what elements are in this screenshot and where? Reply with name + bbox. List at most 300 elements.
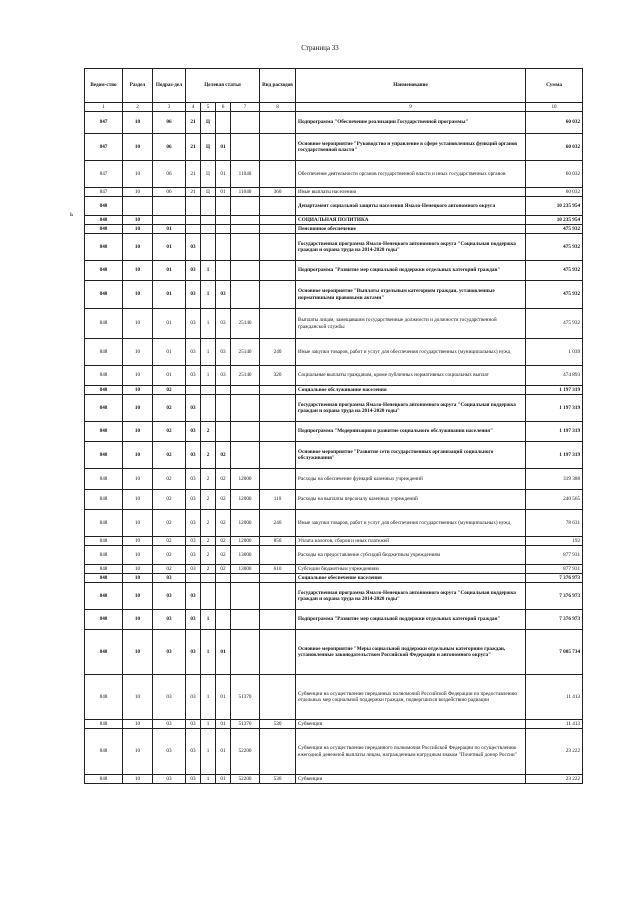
podrazdel-cell: 03 xyxy=(153,610,186,630)
vid-raskhodov-cell: 320 xyxy=(260,366,296,386)
subprogram-cell: 1 xyxy=(201,281,216,309)
direction-cell xyxy=(231,630,260,675)
podrazdel-cell: 02 xyxy=(153,565,186,574)
event-cell xyxy=(216,574,231,583)
index-row xyxy=(85,103,583,112)
summa-cell: 7 376 973 xyxy=(526,574,583,583)
event-cell: 02 xyxy=(216,565,231,574)
col-header-razdel: Раздел xyxy=(123,69,153,103)
razdel-cell: 10 xyxy=(123,720,153,729)
vedomstvo-cell: 848 xyxy=(85,490,123,510)
table-row xyxy=(85,197,583,216)
index-cell: 4 xyxy=(186,103,201,112)
program-cell: 03 xyxy=(186,366,201,386)
razdel-cell: 10 xyxy=(123,395,153,422)
naimenovanie-cell: Расходы на выплаты персоналу казенных учреждений xyxy=(296,490,526,510)
vedomstvo-cell: 848 xyxy=(85,197,123,216)
summa-cell: 7 376 973 xyxy=(526,583,583,610)
event-cell xyxy=(216,216,231,225)
razdel-cell: 10 xyxy=(123,775,153,784)
summa-cell: 1 197 319 xyxy=(526,386,583,395)
podrazdel-cell: 06 xyxy=(153,112,186,134)
event-cell xyxy=(216,261,231,281)
table-row xyxy=(85,469,583,490)
summa-cell: 60 032 xyxy=(526,134,583,161)
vid-raskhodov-cell xyxy=(260,395,296,422)
summa-cell: 1 039 xyxy=(526,339,583,366)
naimenovanie-cell: Выплаты лицам, замещавшим государственные должности и должности государственной гражданской службы xyxy=(296,309,526,339)
subprogram-cell: Ц xyxy=(201,134,216,161)
razdel-cell: 10 xyxy=(123,442,153,469)
table-row xyxy=(85,134,583,161)
col-header-vedomstvo: Ведом-ство xyxy=(85,69,123,103)
program-cell: 03 xyxy=(186,422,201,442)
direction-cell: 51370 xyxy=(231,675,260,720)
razdel-cell: 10 xyxy=(123,309,153,339)
naimenovanie-cell: Государственная программа Ямало-Ненецкого автономного округа "Социальная поддержка граждан и охрана труда на 2014-2020 годы" xyxy=(296,583,526,610)
vid-raskhodov-cell xyxy=(260,216,296,225)
summa-cell: 11 413 xyxy=(526,720,583,729)
vid-raskhodov-cell xyxy=(260,574,296,583)
table-row xyxy=(85,339,583,366)
podrazdel-cell: 01 xyxy=(153,366,186,386)
subprogram-cell xyxy=(201,234,216,261)
subprogram-cell: 2 xyxy=(201,490,216,510)
direction-cell xyxy=(231,261,260,281)
vid-raskhodov-cell xyxy=(260,386,296,395)
podrazdel-cell: 03 xyxy=(153,675,186,720)
subprogram-cell: 2 xyxy=(201,537,216,546)
summa-cell: 877 931 xyxy=(526,546,583,565)
naimenovanie-cell: Основное мероприятие "Выплаты отдельным категориям граждан, установленные нормативными правовыми актами" xyxy=(296,281,526,309)
program-cell: 03 xyxy=(186,510,201,537)
summa-cell: 319 388 xyxy=(526,469,583,490)
razdel-cell: 10 xyxy=(123,610,153,630)
vedomstvo-cell: 848 xyxy=(85,234,123,261)
direction-cell: 11040 xyxy=(231,161,260,188)
program-cell: 03 xyxy=(186,675,201,720)
table-row xyxy=(85,442,583,469)
vedomstvo-cell: 848 xyxy=(85,225,123,234)
subprogram-cell: 1 xyxy=(201,261,216,281)
header-row xyxy=(85,69,583,103)
margin-mark: ь xyxy=(70,210,74,218)
vedomstvo-cell: 848 xyxy=(85,583,123,610)
summa-cell: 475 932 xyxy=(526,225,583,234)
naimenovanie-cell: Субвенции на осуществление переданных полномочий Российской Федерации по предоставлению отдельных мер социальной поддержки граждан, подвергшихся воздействию радиации xyxy=(296,675,526,720)
program-cell: 03 xyxy=(186,261,201,281)
direction-cell xyxy=(231,225,260,234)
vid-raskhodov-cell: 850 xyxy=(260,537,296,546)
summa-cell: 475 932 xyxy=(526,261,583,281)
subprogram-cell: Ц xyxy=(201,161,216,188)
summa-cell: 78 631 xyxy=(526,510,583,537)
podrazdel-cell: 02 xyxy=(153,395,186,422)
podrazdel-cell: 02 xyxy=(153,422,186,442)
summa-cell: 7 005 734 xyxy=(526,630,583,675)
budget-table xyxy=(84,68,583,784)
index-cell: 8 xyxy=(260,103,296,112)
razdel-cell: 10 xyxy=(123,422,153,442)
vedomstvo-cell: 848 xyxy=(85,422,123,442)
summa-cell: 474 893 xyxy=(526,366,583,386)
vedomstvo-cell: 848 xyxy=(85,216,123,225)
razdel-cell: 10 xyxy=(123,565,153,574)
vid-raskhodov-cell: 240 xyxy=(260,510,296,537)
summa-cell: 60 032 xyxy=(526,112,583,134)
razdel-cell: 10 xyxy=(123,225,153,234)
direction-cell xyxy=(231,234,260,261)
podrazdel-cell: 02 xyxy=(153,490,186,510)
subprogram-cell: 1 xyxy=(201,630,216,675)
vedomstvo-cell: 848 xyxy=(85,386,123,395)
vid-raskhodov-cell xyxy=(260,610,296,630)
vedomstvo-cell: 848 xyxy=(85,565,123,574)
naimenovanie-cell: Основное мероприятие "Руководство и управление в сфере установленных функций органов государственной власти" xyxy=(296,134,526,161)
naimenovanie-cell: Социальное обслуживание населения xyxy=(296,386,526,395)
event-cell xyxy=(216,225,231,234)
naimenovanie-cell: Социальное обеспечение населения xyxy=(296,574,526,583)
event-cell: 01 xyxy=(216,775,231,784)
subprogram-cell xyxy=(201,216,216,225)
event-cell: 02 xyxy=(216,546,231,565)
subprogram-cell xyxy=(201,197,216,216)
table-row xyxy=(85,216,583,225)
index-cell: 7 xyxy=(231,103,260,112)
direction-cell: 12000 xyxy=(231,537,260,546)
vid-raskhodov-cell: 610 xyxy=(260,565,296,574)
direction-cell xyxy=(231,197,260,216)
razdel-cell: 10 xyxy=(123,261,153,281)
direction-cell: 25140 xyxy=(231,339,260,366)
summa-cell: 1 197 319 xyxy=(526,422,583,442)
program-cell: 03 xyxy=(186,395,201,422)
vedomstvo-cell: 848 xyxy=(85,309,123,339)
summa-cell: 23 222 xyxy=(526,729,583,775)
subprogram-cell xyxy=(201,225,216,234)
table-row xyxy=(85,112,583,134)
program-cell: 03 xyxy=(186,469,201,490)
program-cell xyxy=(186,197,201,216)
summa-cell: 11 413 xyxy=(526,675,583,720)
podrazdel-cell: 01 xyxy=(153,225,186,234)
summa-cell: 240 565 xyxy=(526,490,583,510)
naimenovanie-cell: Департамент социальной защиты населения Ямало-Ненецкого автономного округа xyxy=(296,197,526,216)
razdel-cell: 10 xyxy=(123,339,153,366)
naimenovanie-cell: Субвенции xyxy=(296,720,526,729)
razdel-cell: 10 xyxy=(123,366,153,386)
vedomstvo-cell: 848 xyxy=(85,469,123,490)
event-cell: 02 xyxy=(216,510,231,537)
razdel-cell: 10 xyxy=(123,490,153,510)
event-cell: 01 xyxy=(216,630,231,675)
vedomstvo-cell: 848 xyxy=(85,610,123,630)
event-cell: 01 xyxy=(216,729,231,775)
podrazdel-cell: 02 xyxy=(153,510,186,537)
program-cell xyxy=(186,386,201,395)
event-cell: 02 xyxy=(216,442,231,469)
event-cell xyxy=(216,395,231,422)
event-cell: 03 xyxy=(216,281,231,309)
razdel-cell: 10 xyxy=(123,630,153,675)
summa-cell: 475 932 xyxy=(526,281,583,309)
program-cell: 21 xyxy=(186,161,201,188)
podrazdel-cell: 01 xyxy=(153,339,186,366)
naimenovanie-cell: Основное мероприятие "Развитие сети государственных организаций социального обслуживания" xyxy=(296,442,526,469)
index-cell: 2 xyxy=(123,103,153,112)
index-cell: 3 xyxy=(153,103,186,112)
summa-cell: 877 931 xyxy=(526,565,583,574)
vedomstvo-cell: 848 xyxy=(85,675,123,720)
vedomstvo-cell: 848 xyxy=(85,281,123,309)
vedomstvo-cell: 847 xyxy=(85,188,123,197)
subprogram-cell: 1 xyxy=(201,775,216,784)
razdel-cell: 10 xyxy=(123,469,153,490)
naimenovanie-cell: Иные закупки товаров, работ и услуг для обеспечения государственных (муниципальных) нужд xyxy=(296,339,526,366)
podrazdel-cell xyxy=(153,197,186,216)
program-cell: 03 xyxy=(186,720,201,729)
naimenovanie-cell: Подпрограмма "Развитие мер социальной поддержки отдельных категорий граждан" xyxy=(296,261,526,281)
event-cell: 01 xyxy=(216,720,231,729)
podrazdel-cell: 03 xyxy=(153,775,186,784)
event-cell xyxy=(216,610,231,630)
col-header-tselevaya-statya: Целевая статья xyxy=(186,69,260,103)
summa-cell: 7 376 973 xyxy=(526,610,583,630)
program-cell: 03 xyxy=(186,281,201,309)
podrazdel-cell: 03 xyxy=(153,574,186,583)
podrazdel-cell: 03 xyxy=(153,720,186,729)
direction-cell: 52200 xyxy=(231,729,260,775)
direction-cell xyxy=(231,112,260,134)
subprogram-cell xyxy=(201,574,216,583)
page-number: Страница 33 xyxy=(301,44,339,52)
table-row xyxy=(85,583,583,610)
vid-raskhodov-cell xyxy=(260,583,296,610)
summa-cell: 10 235 954 xyxy=(526,216,583,225)
table-row xyxy=(85,422,583,442)
program-cell: 03 xyxy=(186,537,201,546)
summa-cell: 60 032 xyxy=(526,161,583,188)
naimenovanie-cell: Государственная программа Ямало-Ненецкого автономного округа "Социальная поддержка граждан и охрана труда на 2014-2020 годы" xyxy=(296,395,526,422)
naimenovanie-cell: СОЦИАЛЬНАЯ ПОЛИТИКА xyxy=(296,216,526,225)
vid-raskhodov-cell xyxy=(260,469,296,490)
vedomstvo-cell: 847 xyxy=(85,161,123,188)
podrazdel-cell: 02 xyxy=(153,442,186,469)
vedomstvo-cell: 848 xyxy=(85,339,123,366)
podrazdel-cell: 03 xyxy=(153,630,186,675)
table-row xyxy=(85,610,583,630)
event-cell xyxy=(216,197,231,216)
program-cell: 03 xyxy=(186,339,201,366)
col-header-summa: Сумма xyxy=(526,69,583,103)
naimenovanie-cell: Субсидии бюджетным учреждениям xyxy=(296,565,526,574)
podrazdel-cell: 02 xyxy=(153,386,186,395)
subprogram-cell: 2 xyxy=(201,510,216,537)
naimenovanie-cell: Основное мероприятие "Меры социальной поддержки отдельным категориям граждан, установленные законодательством Российской Федерации и автономного округа" xyxy=(296,630,526,675)
vedomstvo-cell: 848 xyxy=(85,775,123,784)
vedomstvo-cell: 848 xyxy=(85,537,123,546)
razdel-cell: 10 xyxy=(123,729,153,775)
program-cell: 03 xyxy=(186,729,201,775)
razdel-cell: 10 xyxy=(123,188,153,197)
direction-cell xyxy=(231,216,260,225)
subprogram-cell: 1 xyxy=(201,675,216,720)
vedomstvo-cell: 848 xyxy=(85,720,123,729)
direction-cell: 12000 xyxy=(231,510,260,537)
event-cell: 01 xyxy=(216,161,231,188)
naimenovanie-cell: Подпрограмма "Обеспечение реализации Государственной программы" xyxy=(296,112,526,134)
direction-cell: 12000 xyxy=(231,490,260,510)
direction-cell: 25140 xyxy=(231,309,260,339)
naimenovanie-cell: Субвенции xyxy=(296,775,526,784)
event-cell: 02 xyxy=(216,469,231,490)
naimenovanie-cell: Расходы на предоставление субсидий бюджетным учреждениям xyxy=(296,546,526,565)
vedomstvo-cell: 848 xyxy=(85,729,123,775)
razdel-cell: 10 xyxy=(123,161,153,188)
subprogram-cell: 1 xyxy=(201,729,216,775)
subprogram-cell: 2 xyxy=(201,422,216,442)
table-row xyxy=(85,234,583,261)
col-header-naimenovanie: Наименование xyxy=(296,69,526,103)
table-row xyxy=(85,281,583,309)
podrazdel-cell xyxy=(153,216,186,225)
direction-cell: 51370 xyxy=(231,720,260,729)
table-row xyxy=(85,261,583,281)
vid-raskhodov-cell xyxy=(260,729,296,775)
event-cell: 01 xyxy=(216,675,231,720)
subprogram-cell: Ц xyxy=(201,188,216,197)
vedomstvo-cell: 848 xyxy=(85,574,123,583)
direction-cell xyxy=(231,422,260,442)
program-cell: 21 xyxy=(186,188,201,197)
subprogram-cell: 1 xyxy=(201,366,216,386)
table-row xyxy=(85,775,583,784)
naimenovanie-cell: Обеспечение деятельности органов государственной власти и иных государственных органов xyxy=(296,161,526,188)
razdel-cell: 10 xyxy=(123,112,153,134)
razdel-cell: 10 xyxy=(123,546,153,565)
table-row xyxy=(85,386,583,395)
index-cell: 1 xyxy=(85,103,123,112)
program-cell xyxy=(186,216,201,225)
vid-raskhodov-cell xyxy=(260,422,296,442)
vid-raskhodov-cell xyxy=(260,309,296,339)
summa-cell: 475 932 xyxy=(526,309,583,339)
direction-cell xyxy=(231,386,260,395)
direction-cell xyxy=(231,610,260,630)
razdel-cell: 10 xyxy=(123,574,153,583)
naimenovanie-cell: Иные закупки товаров, работ и услуг для обеспечения государственных (муниципальных) нужд xyxy=(296,510,526,537)
event-cell: 01 xyxy=(216,188,231,197)
direction-cell xyxy=(231,442,260,469)
naimenovanie-cell: Иные выплаты населению xyxy=(296,188,526,197)
event-cell xyxy=(216,583,231,610)
subprogram-cell: 2 xyxy=(201,565,216,574)
subprogram-cell xyxy=(201,583,216,610)
podrazdel-cell: 01 xyxy=(153,234,186,261)
table-row xyxy=(85,490,583,510)
subprogram-cell: 2 xyxy=(201,546,216,565)
table-row xyxy=(85,510,583,537)
vid-raskhodov-cell: 530 xyxy=(260,720,296,729)
direction-cell xyxy=(231,583,260,610)
summa-cell: 192 xyxy=(526,537,583,546)
program-cell: 03 xyxy=(186,442,201,469)
subprogram-cell: 2 xyxy=(201,469,216,490)
naimenovanie-cell: Уплата налогов, сборов и иных платежей xyxy=(296,537,526,546)
vedomstvo-cell: 848 xyxy=(85,442,123,469)
event-cell: 03 xyxy=(216,339,231,366)
podrazdel-cell: 02 xyxy=(153,469,186,490)
vedomstvo-cell: 848 xyxy=(85,510,123,537)
naimenovanie-cell: Субвенции на осуществление переданного полномочия Российской Федерации по осуществлению ежегодной денежной выплаты лицам, награжденным нагрудным знаком "Почетный донор России" xyxy=(296,729,526,775)
naimenovanie-cell: Государственная программа Ямало-Ненецкого автономного округа "Социальная поддержка граждан и охрана труда на 2014-2020 годы" xyxy=(296,234,526,261)
podrazdel-cell: 02 xyxy=(153,546,186,565)
table-row xyxy=(85,574,583,583)
subprogram-cell: 1 xyxy=(201,610,216,630)
podrazdel-cell: 06 xyxy=(153,134,186,161)
vid-raskhodov-cell: 360 xyxy=(260,188,296,197)
index-cell: 6 xyxy=(216,103,231,112)
podrazdel-cell: 02 xyxy=(153,537,186,546)
vid-raskhodov-cell xyxy=(260,261,296,281)
table-row xyxy=(85,395,583,422)
program-cell xyxy=(186,574,201,583)
vedomstvo-cell: 848 xyxy=(85,261,123,281)
razdel-cell: 10 xyxy=(123,510,153,537)
program-cell: 03 xyxy=(186,546,201,565)
table-row xyxy=(85,366,583,386)
vedomstvo-cell: 848 xyxy=(85,546,123,565)
razdel-cell: 10 xyxy=(123,234,153,261)
program-cell: 03 xyxy=(186,234,201,261)
podrazdel-cell: 03 xyxy=(153,583,186,610)
vid-raskhodov-cell xyxy=(260,161,296,188)
event-cell: 02 xyxy=(216,537,231,546)
razdel-cell: 10 xyxy=(123,386,153,395)
vedomstvo-cell: 847 xyxy=(85,112,123,134)
vid-raskhodov-cell xyxy=(260,442,296,469)
naimenovanie-cell: Пенсионное обеспечение xyxy=(296,225,526,234)
program-cell: 21 xyxy=(186,112,201,134)
direction-cell: 52200 xyxy=(231,775,260,784)
table-body xyxy=(85,112,583,784)
vid-raskhodov-cell xyxy=(260,630,296,675)
razdel-cell: 10 xyxy=(123,216,153,225)
vid-raskhodov-cell xyxy=(260,225,296,234)
naimenovanie-cell: Подпрограмма "Модернизация и развитие социального обслуживания населения" xyxy=(296,422,526,442)
summa-cell: 60 032 xyxy=(526,188,583,197)
event-cell: 03 xyxy=(216,309,231,339)
subprogram-cell xyxy=(201,386,216,395)
razdel-cell: 10 xyxy=(123,583,153,610)
subprogram-cell xyxy=(201,395,216,422)
razdel-cell xyxy=(123,197,153,216)
direction-cell xyxy=(231,134,260,161)
direction-cell xyxy=(231,395,260,422)
vid-raskhodov-cell: 110 xyxy=(260,490,296,510)
subprogram-cell: Ц xyxy=(201,112,216,134)
table-row xyxy=(85,720,583,729)
razdel-cell: 10 xyxy=(123,675,153,720)
vid-raskhodov-cell xyxy=(260,112,296,134)
podrazdel-cell: 03 xyxy=(153,729,186,775)
table-row xyxy=(85,188,583,197)
table-row xyxy=(85,565,583,574)
podrazdel-cell: 06 xyxy=(153,161,186,188)
subprogram-cell: 1 xyxy=(201,339,216,366)
direction-cell xyxy=(231,281,260,309)
vid-raskhodov-cell xyxy=(260,281,296,309)
